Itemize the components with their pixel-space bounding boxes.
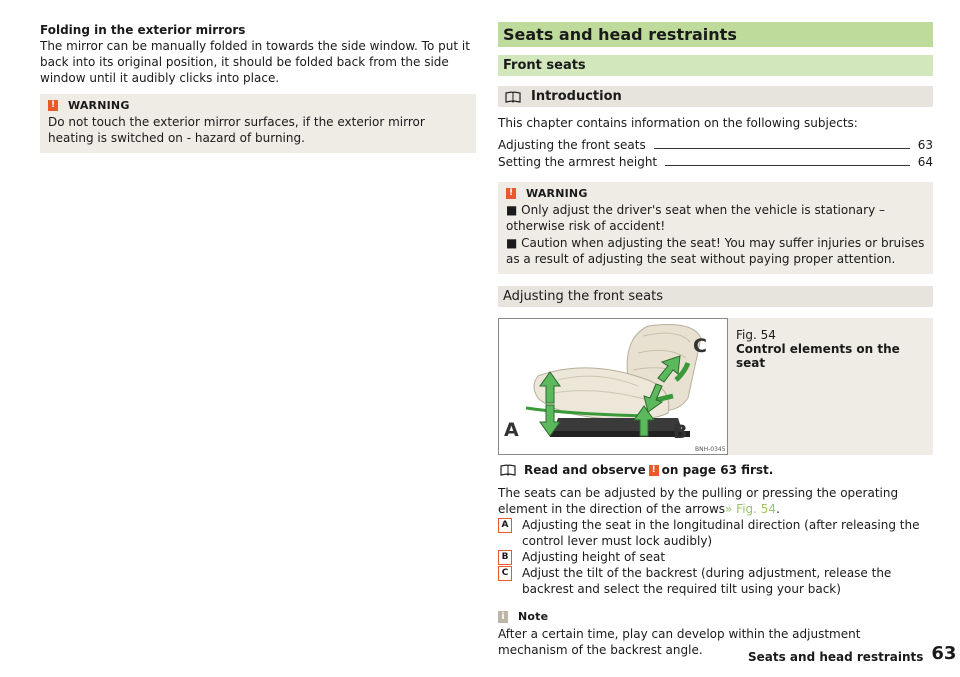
subsection-title: Adjusting the front seats: [498, 286, 933, 307]
list-item: [498, 549, 933, 565]
read-observe: [498, 463, 933, 477]
intro-title: Introduction: [531, 89, 622, 104]
fig-reference-link[interactable]: » Fig. 54: [725, 502, 777, 516]
warning-icon: !: [506, 188, 516, 199]
control-items: [498, 517, 933, 597]
marker-c: C: [693, 335, 707, 357]
mirror-heading: Folding in the exterior mirrors: [40, 23, 246, 37]
item-key-badge: C: [498, 566, 512, 581]
note-header: [498, 609, 933, 624]
marker-b: B: [673, 421, 688, 443]
item-key-badge: B: [498, 550, 512, 565]
note-title: Note: [518, 610, 549, 623]
warning-title: WARNING: [68, 99, 130, 112]
toc-label: Adjusting the front seats: [498, 138, 646, 152]
item-text: Adjusting the seat in the longitudinal direction (after releasing the control lever must lock audibly): [522, 518, 920, 548]
page-footer: [748, 643, 956, 665]
marker-a: A: [504, 419, 519, 441]
warning-text: Do not touch the exterior mirror surfaces, if the exterior mirror heating is switched on - hazard of burning.: [48, 115, 425, 145]
figure-caption-text: Control elements on the seat: [736, 342, 900, 370]
book-icon: [505, 91, 521, 103]
item-key-badge: A: [498, 518, 512, 533]
figure-54: [498, 318, 933, 455]
warning-item: ■ Only adjust the driver's seat when the vehicle is stationary – otherwise risk of accident!: [506, 203, 886, 233]
note-text: After a certain time, play can develop within the adjustment mechanism of the backrest angle.: [498, 627, 861, 657]
read-observe-before: Read and observe: [524, 463, 646, 477]
intro-text: This chapter contains information on the following subjects:: [498, 116, 858, 130]
figure-caption: [728, 318, 933, 455]
toc-row[interactable]: [498, 153, 933, 170]
seat-warning-box: [498, 182, 933, 274]
footer-chapter: Seats and head restraints: [748, 650, 924, 664]
toc-leader: [665, 165, 910, 166]
toc-page: 64: [917, 155, 933, 169]
read-observe-after: on page 63 first.: [661, 463, 774, 477]
list-item: [498, 565, 933, 597]
section-title: Front seats: [498, 55, 933, 76]
toc-list: [498, 136, 933, 170]
body-text-main: The seats can be adjusted by the pulling or pressing the operating element in the direction of the arrows: [498, 486, 899, 516]
toc-row[interactable]: [498, 136, 933, 153]
item-text: Adjust the tilt of the backrest (during adjustment, release the backrest and select the required tilt using your back): [522, 566, 892, 596]
chapter-title: Seats and head restraints: [498, 22, 933, 47]
book-icon: [500, 464, 516, 476]
figure-label: Fig. 54: [736, 328, 776, 342]
mirror-warning-box: [40, 94, 476, 153]
warning-icon[interactable]: !: [649, 465, 659, 476]
body-text-period: .: [776, 502, 780, 516]
warning-title: WARNING: [526, 187, 588, 200]
toc-page: 63: [917, 138, 933, 152]
list-item: [498, 517, 933, 549]
toc-label: Setting the armrest height: [498, 155, 658, 169]
warning-header: [48, 98, 468, 113]
seat-illustration: [498, 318, 728, 455]
intro-header: [498, 86, 933, 107]
figure-code: BNH-0345: [695, 446, 726, 453]
mirror-paragraph: The mirror can be manually folded in towards the side window. To put it back into its original position, it should be folded back from the side window until it audibly clicks into place.: [40, 39, 470, 85]
warning-icon: !: [48, 100, 58, 111]
warning-header: [506, 186, 925, 201]
page-number: 63: [931, 643, 957, 664]
left-column: [40, 22, 476, 153]
body-text: [498, 485, 933, 517]
info-icon: i: [498, 611, 508, 623]
item-text: Adjusting height of seat: [522, 550, 666, 564]
toc-leader: [654, 148, 910, 149]
right-column: [498, 22, 933, 658]
warning-item: ■ Caution when adjusting the seat! You may suffer injuries or bruises as a result of adjusting the seat without paying proper attention.: [506, 236, 925, 266]
